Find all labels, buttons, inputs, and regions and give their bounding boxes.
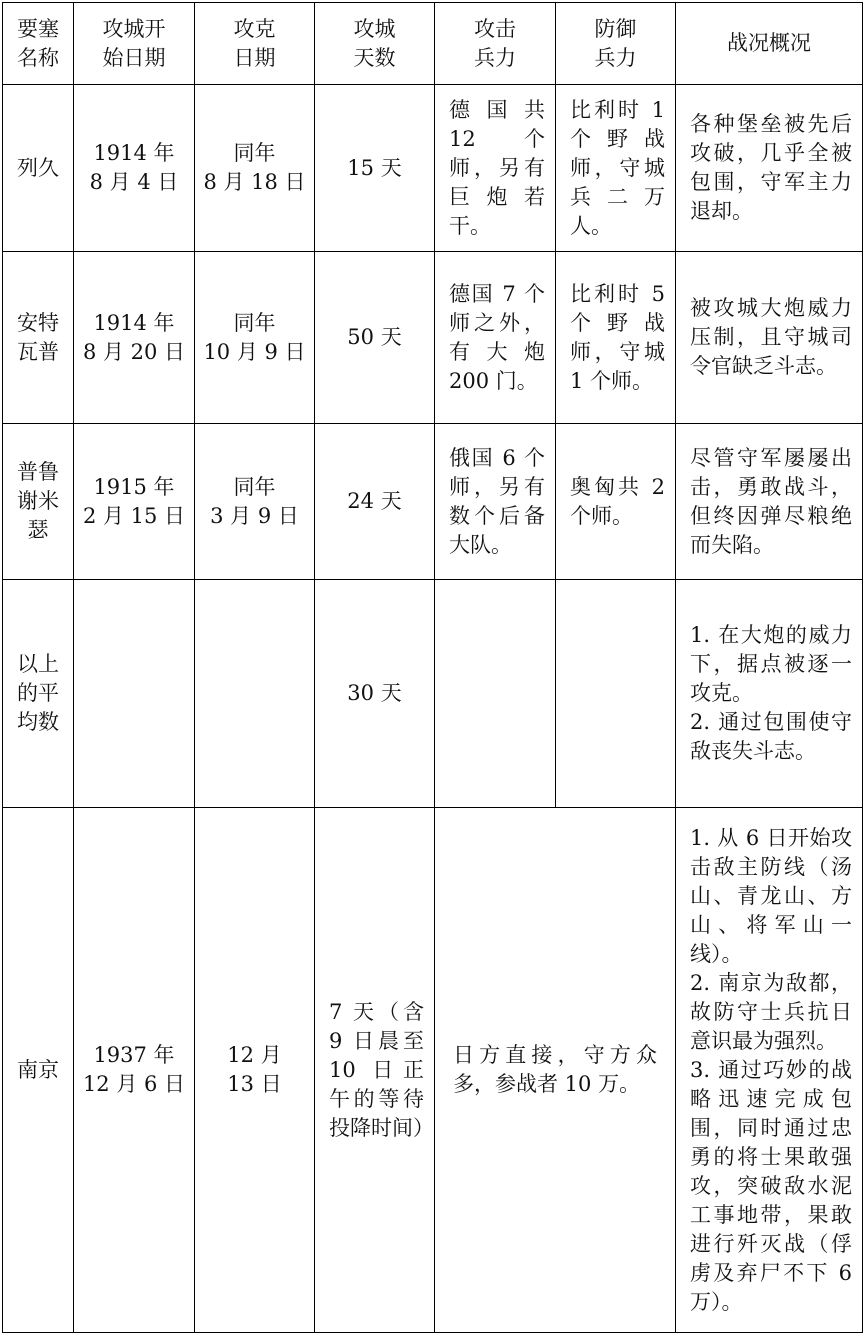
cell-fall-date: [195, 580, 315, 808]
cell-fall-date: 同年 8 月 18 日: [195, 85, 315, 252]
table-row-antwerp: [3, 252, 863, 424]
table-row-average: [3, 580, 863, 808]
cell-start-date: 1914 年 8 月 4 日: [74, 85, 195, 252]
cell-attack-force: 德国共 12 个师，另有巨炮若干。: [435, 85, 556, 252]
cell-start-date: 1937 年 12 月 6 日: [74, 808, 195, 1333]
cell-fortress: 南京: [3, 808, 74, 1333]
cell-attack-force: [435, 580, 556, 808]
cell-fortress: 列久: [3, 85, 74, 252]
cell-siege-days: 24 天: [315, 424, 435, 580]
cell-battle-summary: 各种堡垒被先后攻破，几乎全被包围，守军主力退却。: [676, 85, 863, 252]
header-fall-date: 攻克 日期: [195, 3, 315, 85]
cell-attack-force: 德国 7 个师之外，有大炮 200 门。: [435, 252, 556, 424]
cell-attack-force: 俄国 6 个师，另有数个后备大队。: [435, 424, 556, 580]
cell-fortress: 安特 瓦普: [3, 252, 74, 424]
cell-fall-date: 12 月 13 日: [195, 808, 315, 1333]
cell-fall-date: 同年 10 月 9 日: [195, 252, 315, 424]
cell-siege-days: 30 天: [315, 580, 435, 808]
header-defense-force: 防御 兵力: [556, 3, 676, 85]
cell-defense-force: [556, 580, 676, 808]
header-battle-summary: 战况概况: [676, 3, 863, 85]
cell-fortress: 普鲁 谢米 瑟: [3, 424, 74, 580]
cell-start-date: [74, 580, 195, 808]
cell-forces-merged: 日方直接，守方众多，参战者 10 万。: [435, 808, 676, 1333]
cell-defense-force: 比利时 1 个野战师，守城兵二万人。: [556, 85, 676, 252]
header-fortress-name: 要塞 名称: [3, 3, 74, 85]
table-row-liege: [3, 85, 863, 252]
table-row-przemysl: [3, 424, 863, 580]
cell-siege-days: 50 天: [315, 252, 435, 424]
header-attack-force: 攻击 兵力: [435, 3, 556, 85]
header-start-date: 攻城开 始日期: [74, 3, 195, 85]
cell-siege-days: 7 天（含 9 日晨至 10 日正午的等待投降时间）: [315, 808, 435, 1333]
cell-battle-summary: 尽管守军屡屡出击，勇敢战斗，但终因弹尽粮绝而失陷。: [676, 424, 863, 580]
cell-fortress: 以上 的平 均数: [3, 580, 74, 808]
cell-start-date: 1915 年 2 月 15 日: [74, 424, 195, 580]
cell-battle-summary: 被攻城大炮威力压制，且守城司令官缺乏斗志。: [676, 252, 863, 424]
cell-fall-date: 同年 3 月 9 日: [195, 424, 315, 580]
cell-start-date: 1914 年 8 月 20 日: [74, 252, 195, 424]
cell-siege-days: 15 天: [315, 85, 435, 252]
table-row-nanjing: [3, 808, 863, 1333]
header-siege-days: 攻城 天数: [315, 3, 435, 85]
cell-battle-summary: 1. 从 6 日开始攻击敌主防线（汤山、青龙山、方山、将军山一线）。 2. 南京为敌都，故防守士兵抗日意识最为强烈。 3. 通过巧妙的战略迅速完成包围，同时通过忠勇的将士果敢强攻，突破敌水泥工事地带，果敢进行歼灭战（俘虏及弃尸不下 6 万）。: [676, 808, 863, 1333]
siege-comparison-table: [2, 2, 863, 1333]
header-row: [3, 3, 863, 85]
cell-battle-summary: 1. 在大炮的威力下，据点被逐一攻克。 2. 通过包围使守敌丧失斗志。: [676, 580, 863, 808]
cell-defense-force: 比利时 5 个野战师，守城 1 个师。: [556, 252, 676, 424]
cell-defense-force: 奥匈共 2 个师。: [556, 424, 676, 580]
